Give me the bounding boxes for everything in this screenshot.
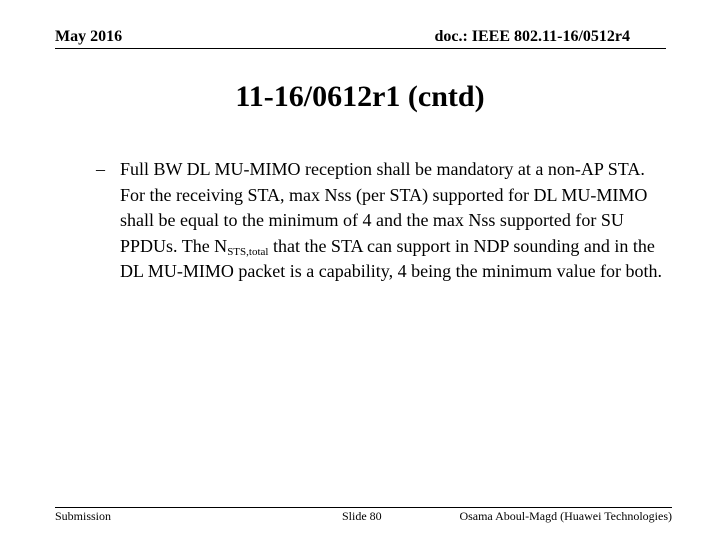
footer-author: Osama Aboul-Magd (Huawei Technologies) bbox=[459, 509, 672, 523]
header-date: May 2016 bbox=[55, 28, 123, 45]
bullet-text bbox=[120, 157, 666, 285]
footer-submission: Submission bbox=[55, 509, 112, 523]
bullet-item bbox=[96, 157, 666, 285]
header-doc-id: doc.: IEEE 802.11-16/0512r4 bbox=[434, 28, 630, 45]
bullet-subscript: STS,total bbox=[227, 245, 269, 258]
footer-divider bbox=[55, 507, 672, 508]
bullet-dash: – bbox=[96, 159, 105, 179]
footer-slide-number: Slide 80 bbox=[342, 509, 382, 523]
bullet-text-part-1: Full BW DL MU-MIMO reception shall be mandatory at a non-AP STA. For the receiving STA, max Nss (per STA) supported for DL MU-MIMO shall be equal to the minimum of 4 and the max Nss supported for SU PPDUs. The N bbox=[120, 159, 648, 256]
slide-title: 11-16/0612r1 (cntd) bbox=[235, 80, 485, 113]
bullet-text-part-2: that the STA can support in NDP sounding and in the DL MU-MIMO packet is a capability, 4 being the minimum value for both. bbox=[120, 235, 663, 281]
header-divider bbox=[55, 48, 666, 49]
